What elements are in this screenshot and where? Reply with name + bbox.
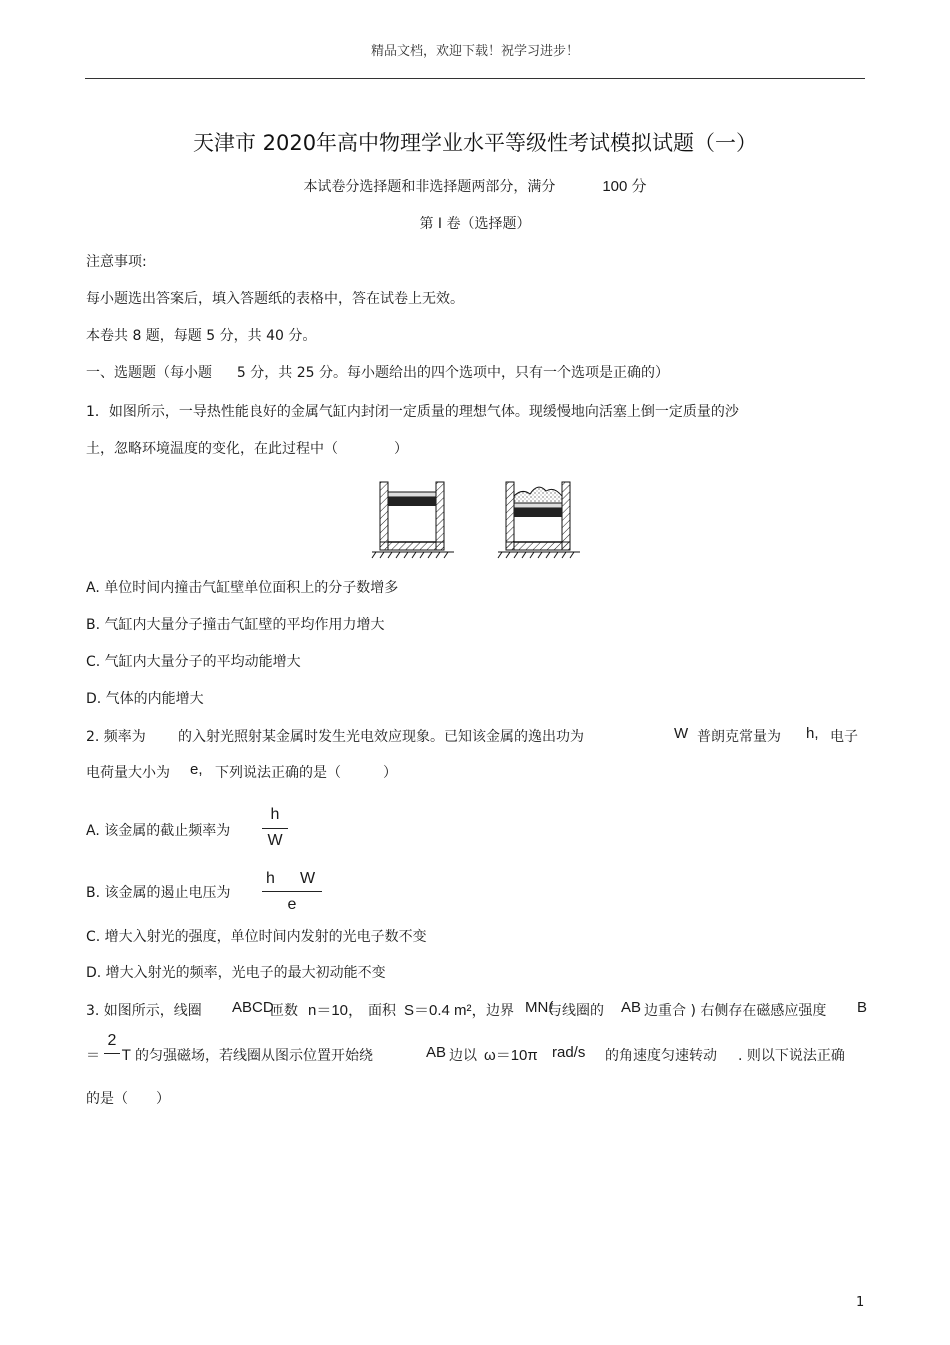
q2-line1-a: 2. 频率为 xyxy=(86,729,146,745)
q3-axis-ab: AB xyxy=(426,1044,447,1061)
q2-option-d: D. 增大入射光的频率，光电子的最大初动能不变 xyxy=(86,965,386,981)
q3-line1-f: 边重合 ) 右侧存在磁感应强度 xyxy=(644,1003,827,1019)
q2-option-a-fraction xyxy=(262,806,288,852)
page-title: 天津市 2020年高中物理学业水平等级性考试模拟试题（一） xyxy=(192,131,758,155)
q3-equals: ＝ xyxy=(86,1048,100,1064)
q3-angular-velocity: ω＝10π xyxy=(484,1047,538,1064)
q2-option-b-numerator-w: W xyxy=(300,870,316,887)
q1-stem-line-2: 土，忽略环境温度的变化，在此过程中（ ） xyxy=(86,441,408,457)
q2-option-b-denominator: e xyxy=(287,896,297,913)
q2-option-c: C. 增大入射光的强度，单位时间内发射的光电子数不变 xyxy=(86,929,427,945)
q3-boundary: MN( xyxy=(525,999,554,1016)
q1-option-d: D. 气体的内能增大 xyxy=(86,691,204,707)
q3-edge-ab: AB xyxy=(621,999,642,1016)
q2-line1-b: 的入射光照射某金属时发生光电效应现象。已知该金属的逸出功为 xyxy=(178,729,584,745)
subtitle-text: 本试卷分选择题和非选择题两部分，满分 xyxy=(303,179,556,195)
q2-option-b-text: B. 该金属的遏止电压为 xyxy=(86,885,231,901)
fraction-bar xyxy=(104,1053,120,1054)
q3-line2-b: 边以 xyxy=(449,1048,477,1064)
notes-line-1: 每小题选出答案后，填入答题纸的表格中，答在试卷上无效。 xyxy=(86,291,464,307)
q3-line1-a: 3. 如图所示，线圈 xyxy=(86,1003,202,1019)
q3-line2-a: T 的匀强磁场，若线圈从图示位置开始绕 xyxy=(122,1048,374,1064)
q2-line2-a: 电荷量大小为 xyxy=(86,765,170,781)
subtitle-score: 100 分 xyxy=(602,178,647,195)
subtitle xyxy=(0,175,950,196)
q2-option-a-text: A. 该金属的截止频率为 xyxy=(86,823,231,839)
q2-option-b-numerator-h: h xyxy=(266,870,275,887)
q1-stem-line-1: 1．如图所示，一导热性能良好的金属气缸内封闭一定质量的理想气体。现缓慢地向活塞上倒一定质量的沙 xyxy=(86,404,739,420)
q3-field-fraction xyxy=(104,1032,120,1062)
header-rule xyxy=(85,78,865,79)
q2-work-function-symbol: W xyxy=(674,725,689,742)
notes-heading: 注意事项: xyxy=(86,254,147,270)
q2-option-a-numerator: h xyxy=(270,806,280,823)
fraction-bar xyxy=(262,891,322,892)
q2-option-a-denominator: W xyxy=(267,832,283,849)
q1-cylinder-figure xyxy=(370,472,590,560)
q2-charge-symbol: e, xyxy=(190,761,203,778)
volume-title: 第 I 卷（选择题） xyxy=(419,216,531,232)
q3-line1-b: 匝数 xyxy=(270,1003,298,1019)
cylinder-before xyxy=(372,482,454,558)
page-number: 1 xyxy=(856,1295,865,1310)
q2-line2-b: 下列说法正确的是（ ） xyxy=(215,765,397,781)
q1-option-b: B. 气缸内大量分子撞击气缸壁的平均作用力增大 xyxy=(86,617,385,633)
q3-line2-d: . 则以下说法正确 xyxy=(738,1048,845,1064)
q2-option-b-fraction xyxy=(262,870,322,916)
q3-turns: n＝10， xyxy=(308,1002,364,1019)
q3-line2-c: 的角速度匀速转动 xyxy=(605,1048,717,1064)
q3-fraction-numerator: 2 xyxy=(107,1032,117,1049)
q3-line1-e: 与线圈的 xyxy=(548,1003,604,1019)
q2-planck-symbol: h, xyxy=(806,725,819,742)
q2-line1-c: 普朗克常量为 xyxy=(697,729,781,745)
section-1-part-a: 一、选题题（每小题 xyxy=(86,365,212,381)
notes-line-2: 本卷共 8 题，每题 5 分，共 40 分。 xyxy=(86,328,317,344)
q3-field-symbol: B xyxy=(857,999,868,1016)
q1-option-c: C. 气缸内大量分子的平均动能增大 xyxy=(86,654,301,670)
section-1-heading xyxy=(86,362,669,382)
q3-coil-name: ABCD xyxy=(232,999,274,1016)
q3-line1-d: 边界 xyxy=(486,1003,514,1019)
section-1-part-b: 5 分，共 25 分。每小题给出的四个选项中，只有一个选项是正确的） xyxy=(236,365,669,381)
fraction-bar xyxy=(262,828,288,829)
q1-option-a: A. 单位时间内撞击气缸壁单位面积上的分子数增多 xyxy=(86,580,399,596)
cylinder-after-with-sand xyxy=(498,482,580,558)
q3-angular-unit: rad/s xyxy=(552,1044,586,1061)
q3-line1-c: 面积 xyxy=(368,1003,396,1019)
header-banner: 精品文档，欢迎下载！祝学习进步！ xyxy=(370,44,579,59)
q2-line1-d: 电子 xyxy=(830,729,858,745)
q3-line3: 的是（ ） xyxy=(86,1091,170,1107)
q3-area: S＝0.4 m²， xyxy=(404,1002,487,1019)
